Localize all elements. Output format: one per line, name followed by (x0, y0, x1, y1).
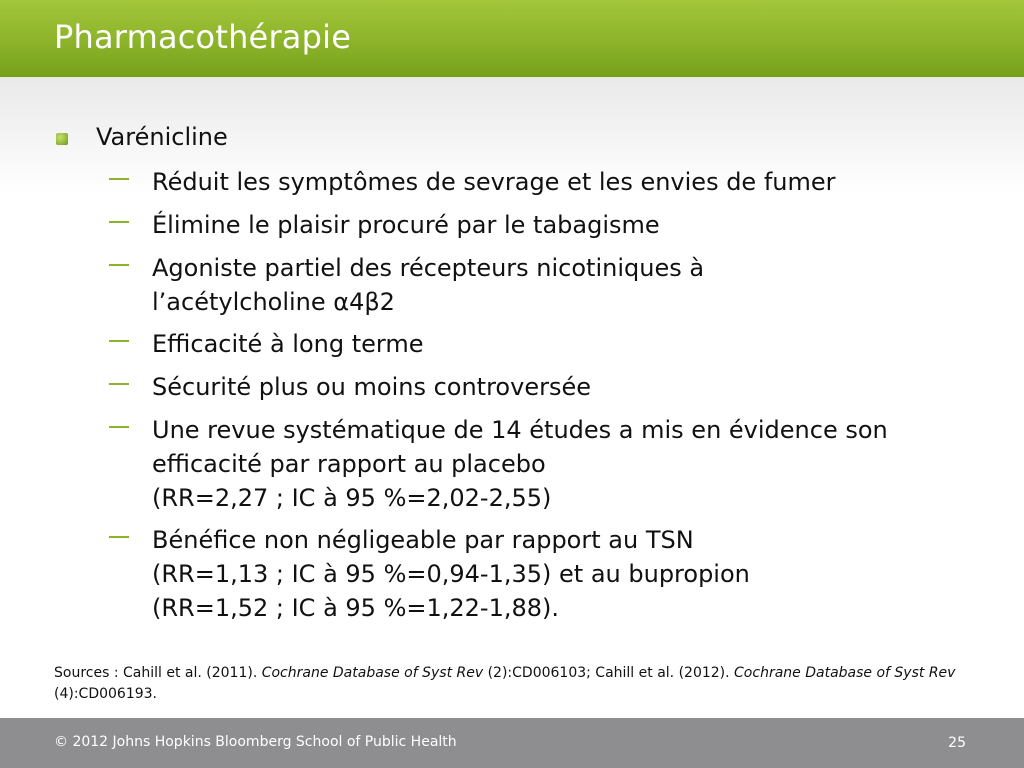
sub-bullet-line: efficacité par rapport au placebo (152, 450, 546, 478)
sub-bullet-text (152, 413, 952, 515)
sub-bullet-line: (RR=1,52 ; IC à 95 %=1,22-1,88). (152, 594, 560, 622)
sources-suffix: (4):CD006193. (54, 686, 157, 702)
dash-bullet-icon (109, 340, 129, 342)
sub-bullet-line: Bénéfice non négligeable par rapport au TSN (152, 526, 694, 554)
sources-journal-2: Cochrane Database of Syst Rev (734, 665, 956, 681)
main-bullet-text: Varénicline (96, 123, 228, 151)
sources-journal-1: Cochrane Database of Syst Rev (261, 665, 484, 681)
copyright-text: © 2012 Johns Hopkins Bloomberg School of Public Health (54, 734, 457, 750)
sources-mid: (2):CD006103; Cahill et al. (2012). (483, 665, 735, 681)
dash-bullet-icon (109, 536, 129, 538)
dash-bullet-icon (109, 264, 129, 266)
sources-citation (54, 663, 974, 705)
sub-bullet-text (152, 327, 952, 361)
sub-bullet-text (152, 523, 952, 625)
sub-bullet-line: Agoniste partiel des récepteurs nicotiniques à (152, 254, 705, 282)
footer-bar (0, 718, 1024, 768)
sources-prefix: Sources : Cahill et al. (2011). (54, 665, 262, 681)
slide-title: Pharmacothérapie (54, 18, 352, 56)
dash-bullet-icon (109, 178, 129, 180)
sub-bullet-line: Sécurité plus ou moins controversée (152, 373, 591, 401)
sub-bullet-line: Réduit les symptômes de sevrage et les envies de fumer (152, 168, 836, 196)
sub-bullet-text (152, 165, 952, 199)
dash-bullet-icon (109, 221, 129, 223)
sub-bullet-text (152, 251, 952, 319)
sub-bullet-line: (RR=1,13 ; IC à 95 %=0,94-1,35) et au bupropion (152, 560, 750, 588)
sub-bullet-line: l’acétylcholine α4β2 (152, 288, 395, 316)
dash-bullet-icon (109, 383, 129, 385)
dash-bullet-icon (109, 426, 129, 428)
sub-bullet-text (152, 370, 952, 404)
title-bar (0, 0, 1024, 77)
sub-bullet-text (152, 208, 952, 242)
sub-bullet-line: Une revue systématique de 14 études a mis en évidence son (152, 416, 888, 444)
sub-bullet-line: Efficacité à long terme (152, 330, 424, 358)
sub-bullet-line: (RR=2,27 ; IC à 95 %=2,02-2,55) (152, 484, 552, 512)
page-number: 25 (948, 735, 966, 751)
square-bullet-icon (56, 133, 68, 145)
sub-bullet-line: Élimine le plaisir procuré par le tabagisme (152, 211, 660, 239)
